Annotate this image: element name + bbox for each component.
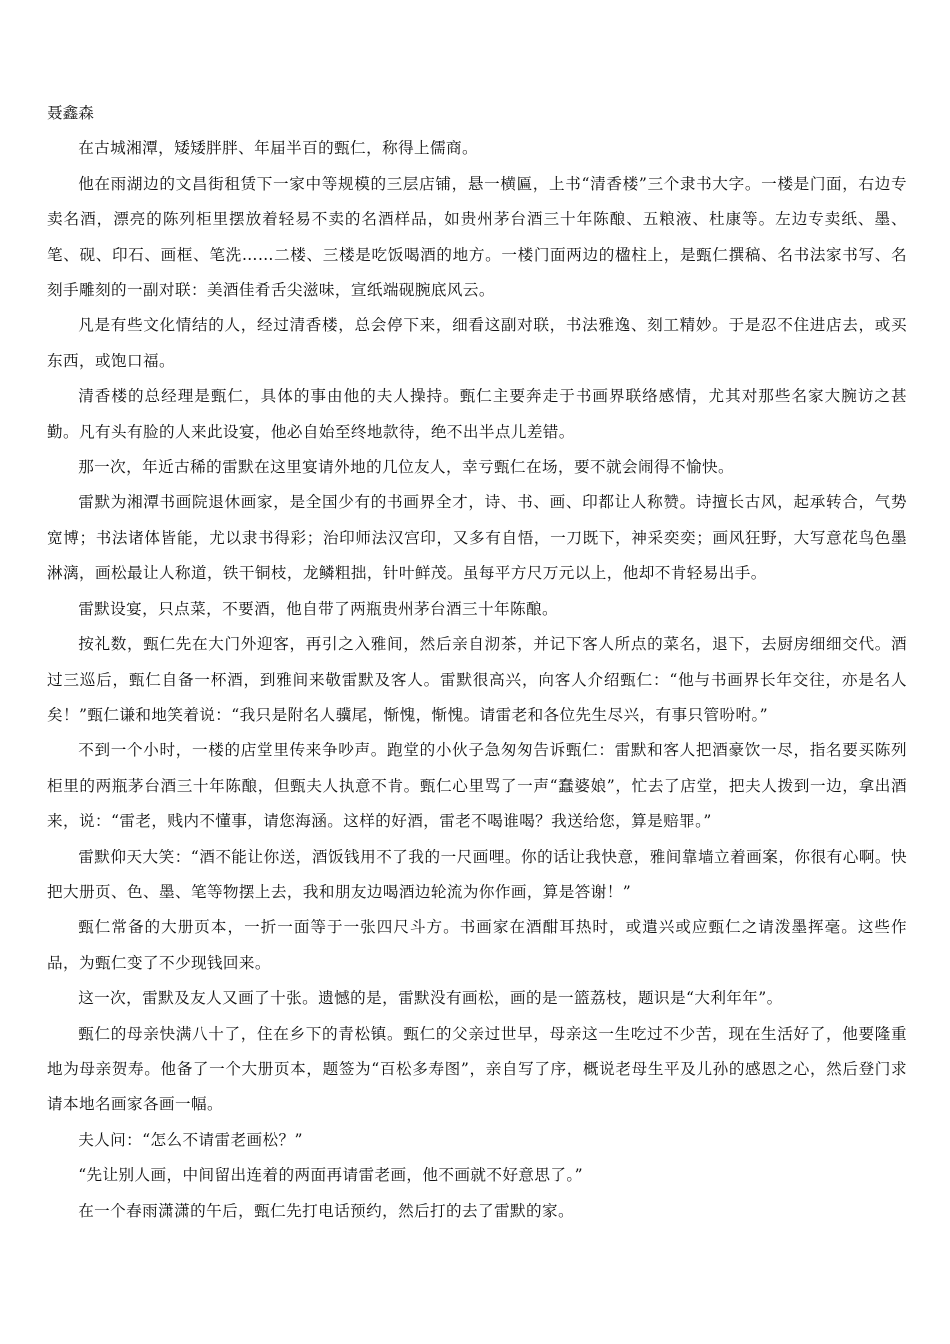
paragraph: “先让别人画，中间留出连着的两面再请雷老画，他不画就不好意思了。” (78, 1166, 583, 1185)
paragraph: 按礼数，甄仁先在大门外迎客，再引之入雅间，然后亲自沏茶，并记下客人所点的菜名，退下，去厨房细细交代。酒过三巡后，甄仁自备一杯酒，到雅间来敬雷默及客人。雷默很高兴，向客人介绍甄仁：“他与书画界长年交往，亦是名人矣！”甄仁谦和地笑着说：“我只是附名人骥尾，惭愧，惭愧。请雷老和各位先生尽兴，有事只管吩咐。” (47, 635, 907, 724)
author-name: 聂鑫森 (47, 104, 94, 122)
paragraph: 甄仁常备的大册页本，一折一面等于一张四尺斗方。书画家在酒酣耳热时，或遣兴或应甄仁之请泼墨挥毫。这些作品，为甄仁变了不少现钱回来。 (47, 918, 907, 972)
paragraph: 那一次，年近古稀的雷默在这里宴请外地的几位友人，幸亏甄仁在场，要不就会闹得不愉快。 (78, 458, 734, 477)
paragraph: 在一个春雨潇潇的午后，甄仁先打电话预约，然后打的去了雷默的家。 (78, 1201, 574, 1220)
paragraph: 凡是有些文化情结的人，经过清香楼，总会停下来，细看这副对联，书法雅逸、刻工精妙。于是忍不住进店去，或买东西，或饱口福。 (47, 316, 907, 370)
paragraph: 这一次，雷默及友人又画了十张。遗憾的是，雷默没有画松，画的是一篮荔枝，题识是“大利年年”。 (78, 989, 783, 1008)
paragraph: 不到一个小时，一楼的店堂里传来争吵声。跑堂的小伙子急匆匆告诉甄仁：雷默和客人把酒豪饮一尽，指名要买陈列柜里的两瓶茅台酒三十年陈酿，但甄夫人执意不肯。甄仁心里骂了一声“蠢婆娘”，忙去了店堂，把夫人拨到一边，拿出酒来，说：“雷老，贱内不懂事，请您海涵。这样的好酒，雷老不喝谁喝？我送给您，算是赔罪。” (47, 741, 907, 831)
document-page (47, 96, 907, 1229)
paragraph: 甄仁的母亲快满八十了，住在乡下的青松镇。甄仁的父亲过世早，母亲这一生吃过不少苦，现在生活好了，他要隆重地为母亲贺寿。他备了一个大册页本，题签为“百松多寿图”，亲自写了序，概说老母生平及儿孙的感恩之心，然后登门求请本地名画家各画一幅。 (47, 1024, 907, 1114)
paragraph: 清香楼的总经理是甄仁，具体的事由他的夫人操持。甄仁主要奔走于书画界联络感情，尤其对那些名家大腕访之甚勤。凡有头有脸的人来此设宴，他必自始至终地款待，绝不出半点儿差错。 (47, 387, 907, 441)
paragraph: 雷默仰天大笑：“酒不能让你送，酒饭钱用不了我的一尺画哩。你的话让我快意，雅间靠墙立着画案，你很有心啊。快把大册页、色、墨、笔等物摆上去，我和朋友边喝酒边轮流为你作画，算是答谢！” (47, 847, 907, 901)
paragraph: 雷默为湘潭书画院退休画家，是全国少有的书画界全才，诗、书、画、印都让人称赞。诗擅长古风，起承转合，气势宽博；书法诸体皆能，尤以隶书得彩；治印师法汉宫印，又多有自悟，一刀既下，神采奕奕；画风狂野，大写意花鸟色墨淋漓，画松最让人称道，铁干铜枝，龙鳞粗拙，针叶鲜茂。虽每平方尺万元以上，他却不肯轻易出手。 (47, 493, 907, 583)
paragraph: 他在雨湖边的文昌街租赁下一家中等规模的三层店铺，悬一横匾，上书“清香楼”三个隶书大字。一楼是门面，右边专卖名酒，漂亮的陈列柜里摆放着轻易不卖的名酒样品，如贵州茅台酒三十年陈酿、五粮液、杜康等。左边专卖纸、墨、笔、砚、印石、画框、笔洗……二楼、三楼是吃饭喝酒的地方。一楼门面两边的楹柱上，是甄仁撰稿、名书法家书写、名刻手雕刻的一副对联：美酒佳肴舌尖滋味，宣纸端砚腕底风云。 (47, 174, 907, 300)
paragraph: 在古城湘潭，矮矮胖胖、年届半百的甄仁，称得上儒商。 (78, 139, 479, 158)
paragraph: 雷默设宴，只点菜，不要酒，他自带了两瓶贵州茅台酒三十年陈酿。 (78, 599, 559, 618)
paragraph: 夫人问：“怎么不请雷老画松？” (78, 1130, 303, 1149)
